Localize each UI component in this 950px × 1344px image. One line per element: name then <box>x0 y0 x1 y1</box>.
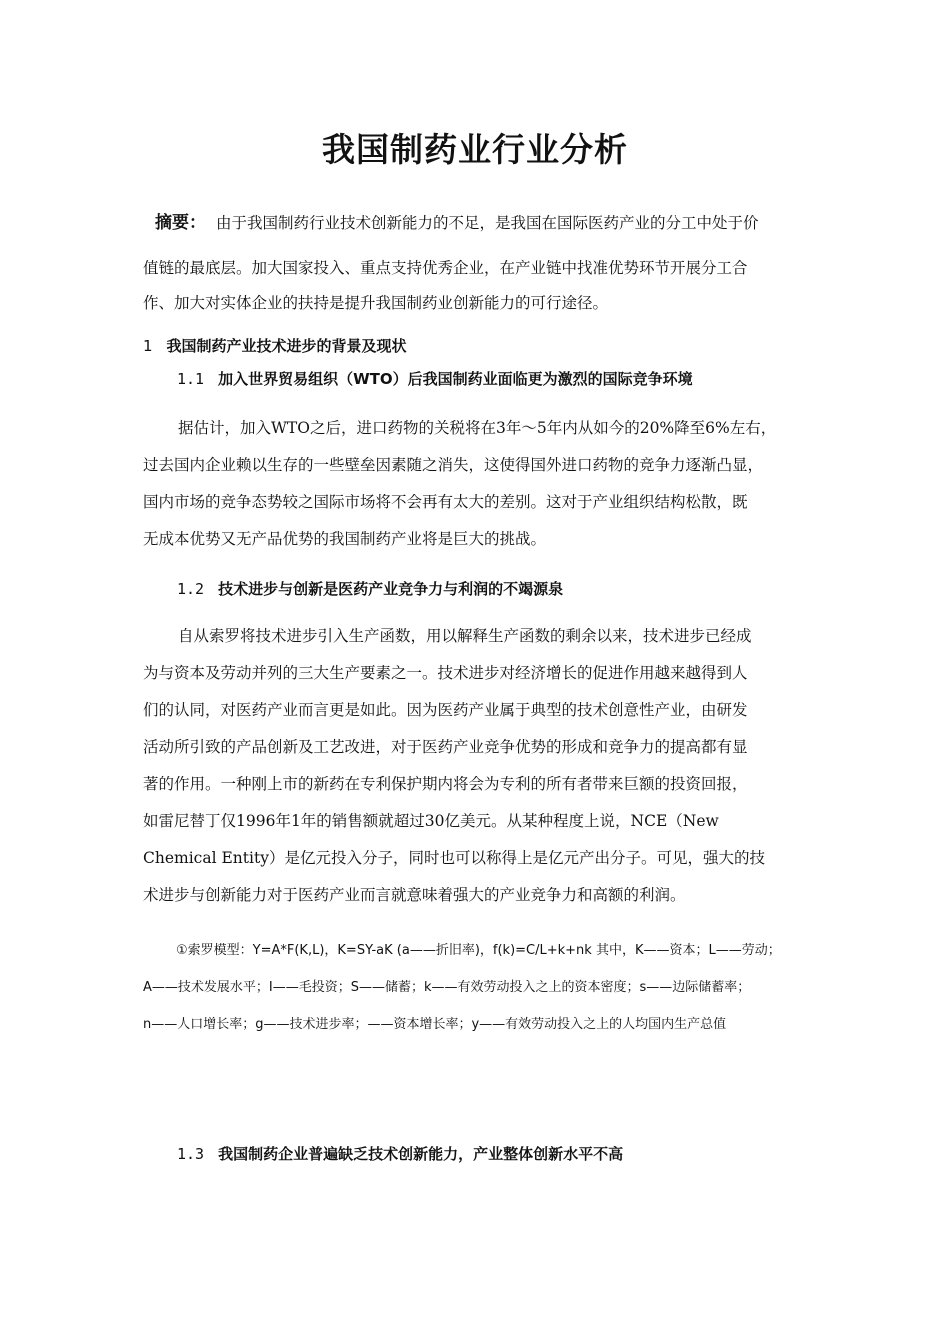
section-1-2-paragraph <box>143 618 815 914</box>
paragraph-line: 无成本优势又无产品优势的我国制药产业将是巨大的挑战。 <box>143 530 547 548</box>
abstract-text-line: 由于我国制药行业技术创新能力的不足，是我国在国际医药产业的分工中处于价 <box>216 214 759 232</box>
section-number: 1.3 <box>177 1145 205 1163</box>
paragraph-line: Chemical Entity）是亿元投入分子，同时也可以称得上是亿元产出分子。可见，强大的技 <box>143 849 765 867</box>
section-number: 1.1 <box>177 370 205 388</box>
footnote-line: A——技术发展水平；I——毛投资；S——储蓄；k——有效劳动投入之上的资本密度；s——边际储蓄率； <box>143 980 751 995</box>
paragraph-line: 如雷尼替丁仅1996年1年的销售额就超过30亿美元。从某种程度上说，NCE（New <box>143 812 719 830</box>
paragraph-line: 著的作用。一种刚上市的新药在专利保护期内将会为专利的所有者带来巨额的投资回报， <box>143 775 748 793</box>
section-1-1-paragraph <box>143 410 815 558</box>
section-title: 我国制药企业普遍缺乏技术创新能力，产业整体创新水平不高 <box>218 1145 624 1163</box>
paragraph-line: 国内市场的竞争态势较之国际市场将不会再有太大的差别。这对于产业组织结构松散，既 <box>143 493 748 511</box>
abstract-first-line <box>143 206 811 241</box>
abstract <box>143 206 811 321</box>
footnote-line: ①索罗模型：Y=A*F(K,L)，K=SY-aK (a——折旧率)，f(k)=C/L+k+nk 其中，K——资本；L——劳动； <box>176 943 781 958</box>
section-number: 1.2 <box>177 580 205 598</box>
section-1-2-heading <box>177 577 563 601</box>
paragraph-line: 术进步与创新能力对于医药产业而言就意味着强大的产业竞争力和高额的利润。 <box>143 886 686 904</box>
section-title: 技术进步与创新是医药产业竞争力与利润的不竭源泉 <box>218 580 564 598</box>
paragraph-line: 自从索罗将技术进步引入生产函数，用以解释生产函数的剩余以来，技术进步已经成 <box>178 627 752 645</box>
section-number: 1 <box>143 337 153 355</box>
section-1-3-heading <box>177 1142 623 1166</box>
paragraph-line: 为与资本及劳动并列的三大生产要素之一。技术进步对经济增长的促进作用越来越得到人 <box>143 664 748 682</box>
section-title: 加入世界贸易组织（WTO）后我国制药业面临更为激烈的国际竞争环境 <box>218 370 693 388</box>
document-title: 我国制药业行业分析 <box>322 130 628 169</box>
section-1-heading <box>143 334 407 358</box>
paragraph-line: 活动所引致的产品创新及工艺改进，对于医药产业竞争优势的形成和竞争力的提高都有显 <box>143 738 748 756</box>
paragraph-line: 们的认同，对医药产业而言更是如此。因为医药产业属于典型的技术创意性产业，由研发 <box>143 701 748 719</box>
footnote <box>143 932 823 1043</box>
footnote-line: n——人口增长率；g——技术进步率；——资本增长率；y——有效劳动投入之上的人均国内生产总值 <box>143 1017 727 1032</box>
abstract-text-line: 值链的最底层。加大国家投入、重点支持优秀企业，在产业链中找准优势环节开展分工合 <box>143 259 748 277</box>
paragraph-line: 据估计，加入WTO之后，进口药物的关税将在3年～5年内从如今的20%降至6%左右， <box>178 419 777 437</box>
section-1-1-heading <box>177 367 693 391</box>
abstract-label: 摘要： <box>155 213 206 233</box>
section-title: 我国制药产业技术进步的背景及现状 <box>166 337 407 355</box>
abstract-text-line: 作、加大对实体企业的扶持是提升我国制药业创新能力的可行途径。 <box>143 294 609 312</box>
paragraph-line: 过去国内企业赖以生存的一些壁垒因素随之消失，这使得国外进口药物的竞争力逐渐凸显， <box>143 456 764 474</box>
